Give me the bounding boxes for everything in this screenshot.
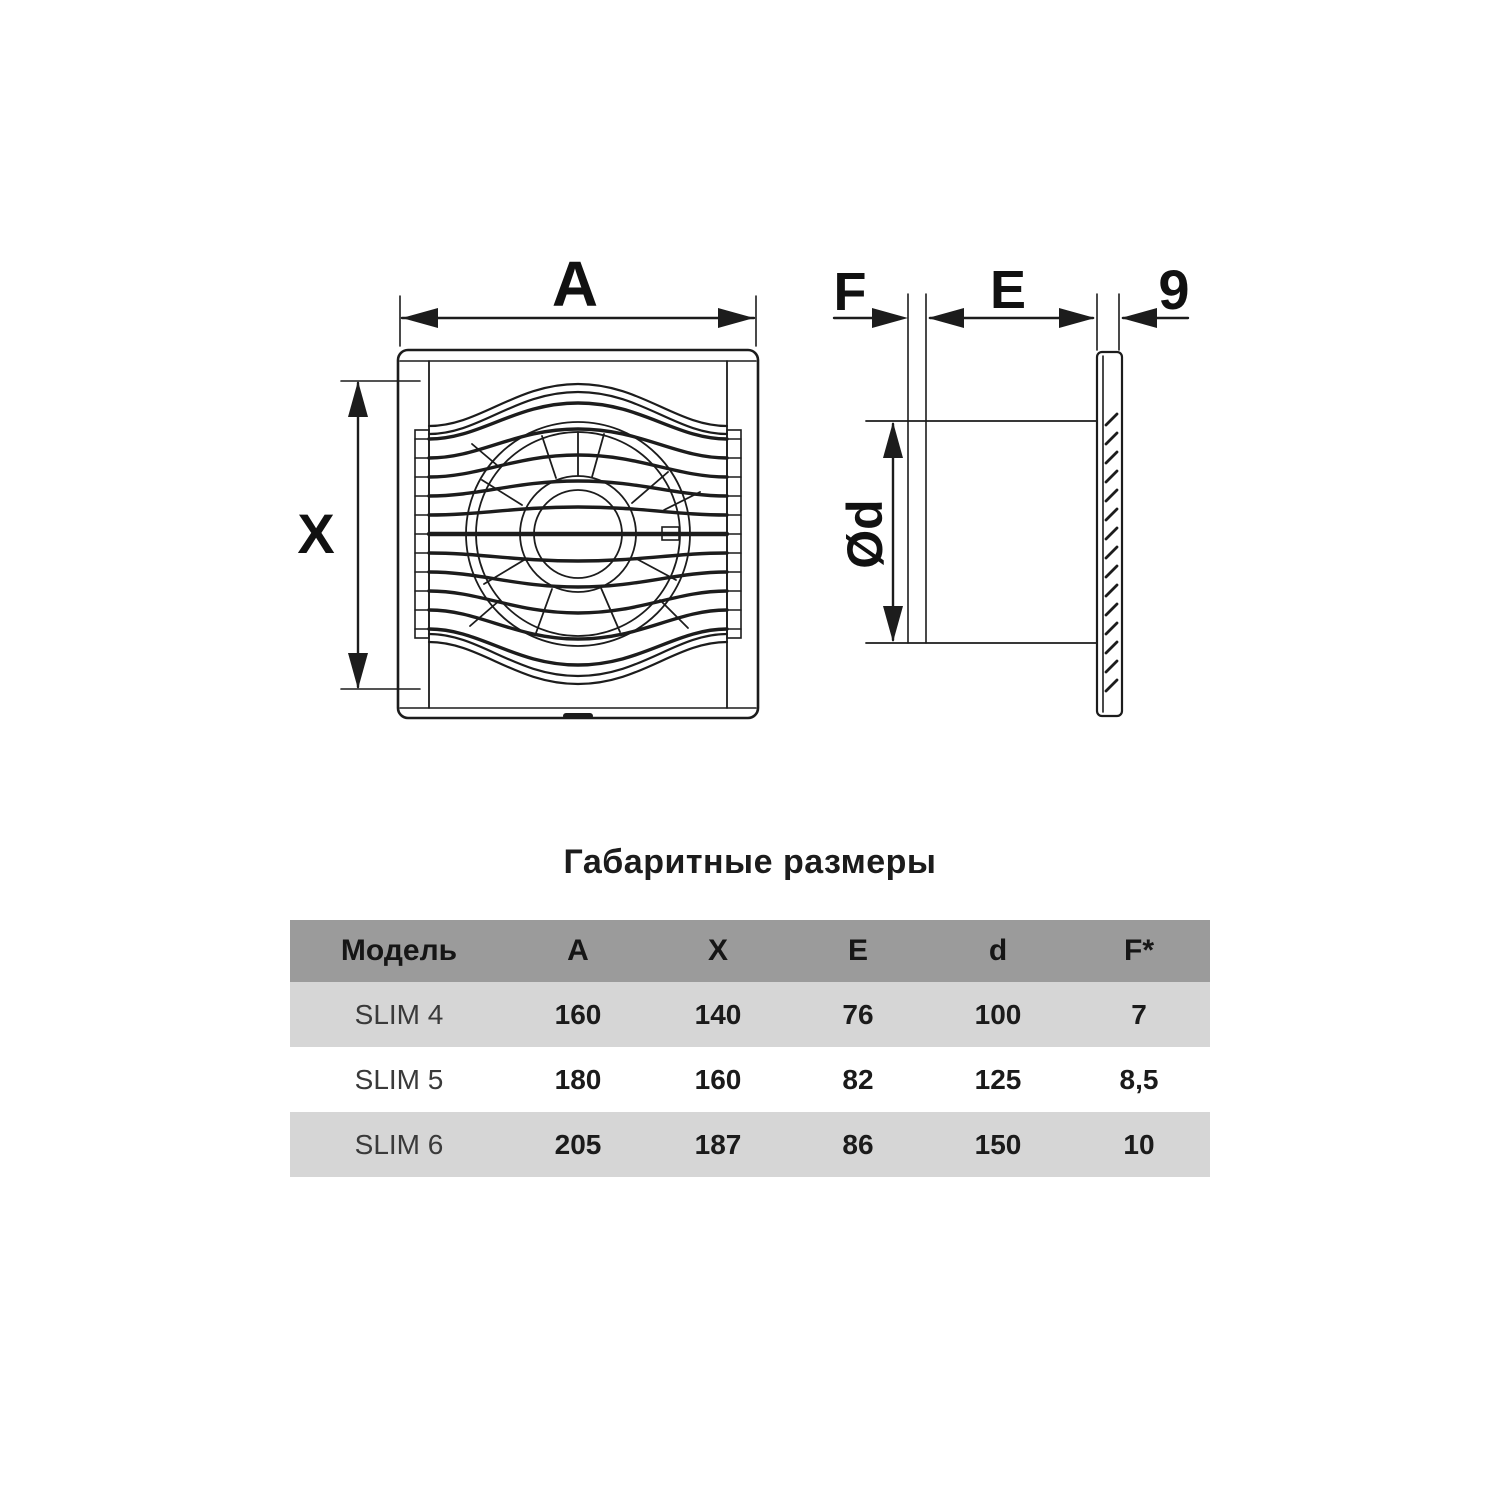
table-row	[290, 1112, 1210, 1177]
model-name: SLIM 6	[354, 1128, 444, 1160]
value-d: 125	[974, 1063, 1022, 1095]
dim-label-9: 9	[1158, 258, 1190, 321]
dimension-diameter	[837, 422, 903, 642]
col-header-d: d	[988, 934, 1008, 967]
value-x: 187	[694, 1128, 742, 1160]
dimension-9	[1121, 258, 1190, 328]
panel-louver-hatch	[1106, 414, 1117, 691]
model-name: SLIM 5	[354, 1063, 444, 1095]
dim-label-a: A	[551, 248, 599, 320]
front-view	[297, 248, 758, 718]
dim-label-e: E	[989, 260, 1027, 320]
dim-label-x: X	[297, 502, 335, 565]
dimension-a	[400, 248, 756, 346]
side-panel	[1097, 294, 1122, 716]
value-x: 160	[694, 1063, 742, 1095]
col-header-model: Модель	[340, 934, 458, 967]
value-d: 100	[974, 998, 1022, 1030]
table-row	[290, 1047, 1210, 1112]
dimension-x	[297, 381, 420, 689]
dimension-f	[834, 262, 909, 328]
value-f: 10	[1123, 1128, 1155, 1160]
dimension-e	[928, 260, 1095, 328]
value-e: 82	[842, 1063, 874, 1095]
value-e: 86	[842, 1128, 874, 1160]
value-x: 140	[694, 998, 742, 1030]
table-row	[290, 982, 1210, 1047]
value-e: 76	[842, 998, 874, 1030]
model-name: SLIM 4	[354, 998, 444, 1030]
dim-label-f: F	[833, 262, 867, 322]
table-title: Габаритные размеры	[563, 843, 937, 881]
dim-label-diameter: Ød	[837, 499, 893, 569]
col-header-a: A	[567, 934, 589, 967]
value-f: 8,5	[1119, 1063, 1159, 1095]
side-view	[834, 258, 1190, 716]
value-a: 205	[554, 1128, 602, 1160]
value-a: 180	[554, 1063, 602, 1095]
value-f: 7	[1131, 998, 1147, 1030]
table-header-row	[290, 920, 1210, 982]
value-a: 160	[554, 998, 602, 1030]
col-header-e: E	[847, 934, 868, 967]
col-header-x: X	[707, 934, 728, 967]
col-header-f: F*	[1124, 934, 1154, 967]
dimensions-table	[290, 920, 1210, 1177]
value-d: 150	[974, 1128, 1022, 1160]
